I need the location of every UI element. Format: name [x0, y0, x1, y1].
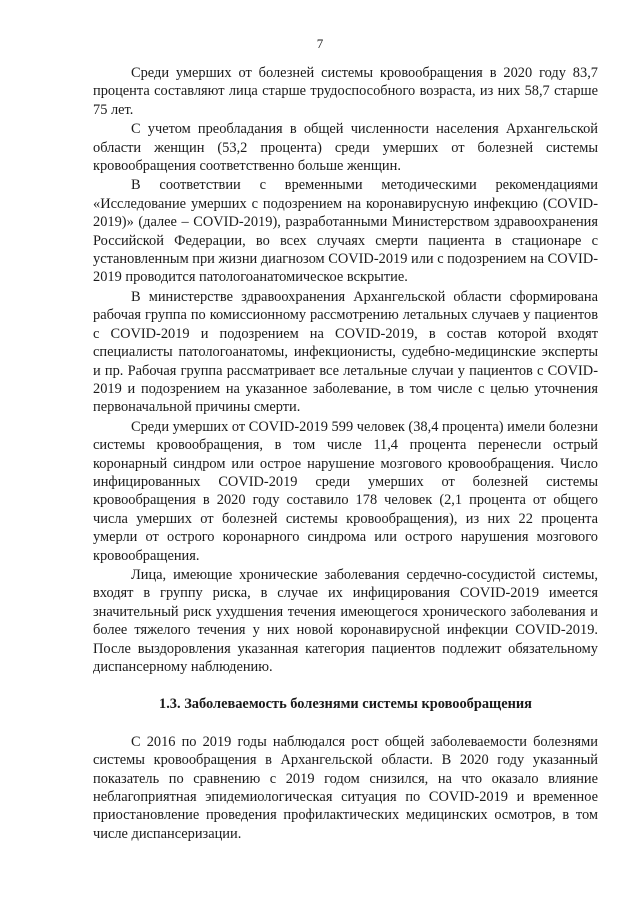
section-heading: 1.3. Заболеваемость болезнями системы кровообращения [159, 696, 532, 713]
paragraph: С 2016 по 2019 годы наблюдался рост общей заболеваемости болезнями системы кровообращения в Архангельской области. В 2020 году указанный показатель по сравнению с 2019 годом снизился, на что оказало влияние неблагоприятная эпидемиологическая ситуация по COVID-2019 и временное приостановление проведения профилактических медицинских осмотров, в том числе диспансеризации. [93, 733, 598, 842]
paragraph: С учетом преобладания в общей численности населения Архангельской области женщин (53,2 процента) среди умерших от болезней системы кровообращения соответственно больше женщин. [93, 121, 598, 175]
paragraph: Лица, имеющие хронические заболевания сердечно-сосудистой системы, входят в группу риска, в случае их инфицирования COVID-2019 имеется значительный риск ухудшения течения имеющегося хронического заболевания и более тяжелого течения у них новой коронавирусной инфекции COVID-2019. После выздоровления указанная категория пациентов подлежит обязательному диспансерному наблюдению. [93, 566, 598, 675]
paragraph: В соответствии с временными методическими рекомендациями «Исследование умерших с подозрением на коронавирусную инфекцию (COVID-2019)» (далее – COVID-2019), разработанными Министерством здравоохранения Российской Федерации, во всех случаях смерти пациента в стационаре с установленным при жизни диагнозом COVID-2019 или с подозрением на COVID-2019 проводится патологоанатомическое вскрытие. [93, 177, 598, 286]
paragraph: Среди умерших от COVID-2019 599 человек (38,4 процента) имели болезни системы кровообращения, в том числе 11,4 процента перенесли острый коронарный синдром или острое нарушение мозгового кровообращения. Число инфицированных COVID-2019 среди умерших от болезней системы кровообращения в 2020 году составило 178 человек (2,1 процента от общего числа умерших от болезней системы кровообращения), из них 22 процента умерли от острого коронарного синдрома или острого нарушения мозгового кровообращения. [93, 418, 598, 564]
page-number: 7 [316, 36, 324, 51]
paragraph: В министерстве здравоохранения Архангельской области сформирована рабочая группа по комиссионному рассмотрению летальных случаев у пациентов с COVID-2019 и подозрением на COVID-2019, в состав которой входят специалисты патологоанатомы, инфекционисты, судебно-медицинские эксперты и пр. Рабочая группа рассматривает все летальные случаи у пациентов с COVID-2019 и подозрением на указанное заболевание, в том числе с целью уточнения первоначальной причины смерти. [93, 288, 598, 416]
document-body [93, 64, 598, 843]
paragraph: Среди умерших от болезней системы кровообращения в 2020 году 83,7 процента составляют лица старше трудоспособного возраста, из них 58,7 старше 75 лет. [93, 65, 598, 118]
